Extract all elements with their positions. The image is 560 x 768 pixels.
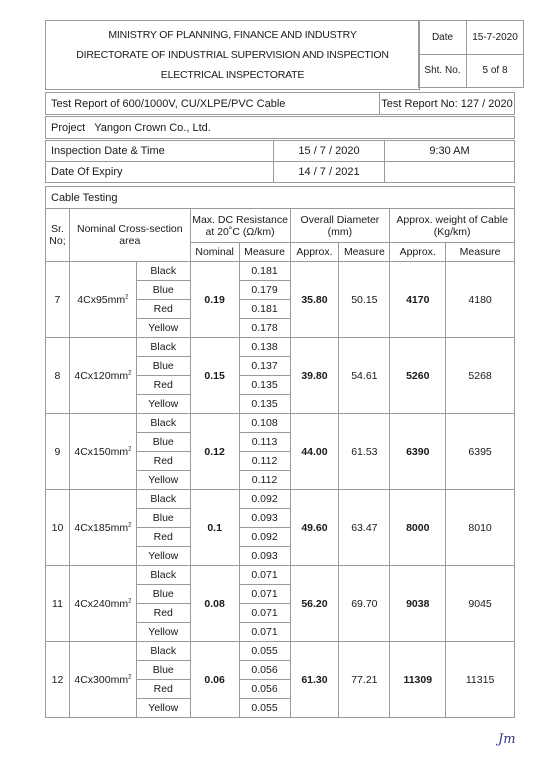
size-cell bbox=[69, 262, 136, 338]
res-measure-cell: 0.093 bbox=[239, 547, 290, 566]
expiry-date: 14 / 7 / 2021 bbox=[274, 162, 385, 183]
sheet-meta bbox=[418, 20, 524, 88]
size-cell bbox=[69, 566, 136, 642]
table-row bbox=[46, 490, 515, 509]
res-measure-cell: 0.071 bbox=[239, 566, 290, 585]
table-row bbox=[46, 642, 515, 661]
sr-cell: 11 bbox=[46, 566, 70, 642]
sr-cell: 7 bbox=[46, 262, 70, 338]
core-color-cell: Black bbox=[136, 642, 190, 661]
inspection-label: Inspection Date & Time bbox=[46, 141, 274, 162]
res-measure-cell: 0.178 bbox=[239, 319, 290, 338]
subheader-dia-measure: Measure bbox=[339, 243, 390, 262]
wt-approx-cell: 6390 bbox=[390, 414, 446, 490]
expiry-blank bbox=[385, 162, 515, 183]
section-title-row bbox=[45, 186, 515, 209]
section-title: Cable Testing bbox=[46, 187, 515, 209]
subheader-dia-approx: Approx. bbox=[290, 243, 339, 262]
res-nominal-cell: 0.19 bbox=[190, 262, 239, 338]
size-cell bbox=[69, 642, 136, 718]
dia-measure-cell: 69.70 bbox=[339, 566, 390, 642]
res-measure-cell: 0.108 bbox=[239, 414, 290, 433]
core-color-cell: Red bbox=[136, 604, 190, 623]
core-color-cell: Blue bbox=[136, 357, 190, 376]
core-color-cell: Blue bbox=[136, 433, 190, 452]
core-color-cell: Red bbox=[136, 300, 190, 319]
size-superscript: 2 bbox=[128, 370, 132, 376]
header-sr: Sr. No; bbox=[46, 209, 70, 262]
project-row bbox=[45, 116, 515, 139]
size-label: 4Cx240mm bbox=[74, 597, 129, 610]
dia-measure-cell: 77.21 bbox=[339, 642, 390, 718]
core-color-cell: Yellow bbox=[136, 699, 190, 718]
res-measure-cell: 0.093 bbox=[239, 509, 290, 528]
core-color-cell: Yellow bbox=[136, 623, 190, 642]
header-nominal-area: Nominal Cross-section area bbox=[69, 209, 190, 262]
res-measure-cell: 0.071 bbox=[239, 623, 290, 642]
size-superscript: 2 bbox=[128, 674, 132, 680]
size-label: 4Cx95mm bbox=[77, 293, 126, 306]
subheader-res-nominal: Nominal bbox=[190, 243, 239, 262]
sheet-label: Sht. No. bbox=[419, 54, 467, 88]
wt-approx-cell: 11309 bbox=[390, 642, 446, 718]
size-superscript: 2 bbox=[125, 294, 129, 300]
res-measure-cell: 0.181 bbox=[239, 300, 290, 319]
res-measure-cell: 0.135 bbox=[239, 376, 290, 395]
inspection-date: 15 / 7 / 2020 bbox=[274, 141, 385, 162]
res-nominal-cell: 0.12 bbox=[190, 414, 239, 490]
size-cell bbox=[69, 414, 136, 490]
signature: Jm bbox=[498, 732, 516, 747]
core-color-cell: Red bbox=[136, 452, 190, 471]
org-directorate: DIRECTORATE OF INDUSTRIAL SUPERVISION AND INSPECTION bbox=[76, 49, 389, 61]
size-superscript: 2 bbox=[128, 598, 132, 604]
core-color-cell: Red bbox=[136, 376, 190, 395]
core-color-cell: Black bbox=[136, 262, 190, 281]
sr-cell: 9 bbox=[46, 414, 70, 490]
res-measure-cell: 0.179 bbox=[239, 281, 290, 300]
wt-measure-cell: 8010 bbox=[446, 490, 515, 566]
wt-approx-cell: 9038 bbox=[390, 566, 446, 642]
dia-measure-cell: 54.61 bbox=[339, 338, 390, 414]
res-measure-cell: 0.092 bbox=[239, 490, 290, 509]
size-superscript: 2 bbox=[128, 522, 132, 528]
date-value: 15-7-2020 bbox=[467, 21, 524, 55]
res-measure-cell: 0.055 bbox=[239, 642, 290, 661]
header-diameter: Overall Diameter (mm) bbox=[290, 209, 390, 243]
inspection-table bbox=[45, 140, 515, 183]
report-number: Test Report No: 127 / 2020 bbox=[380, 93, 515, 115]
res-measure-cell: 0.055 bbox=[239, 699, 290, 718]
size-cell bbox=[69, 338, 136, 414]
wt-measure-cell: 5268 bbox=[446, 338, 515, 414]
size-label: 4Cx150mm bbox=[74, 445, 129, 458]
dia-approx-cell: 61.30 bbox=[290, 642, 339, 718]
core-color-cell: Yellow bbox=[136, 319, 190, 338]
report-title: Test Report of 600/1000V, CU/XLPE/PVC Cable bbox=[46, 93, 380, 115]
table-row bbox=[46, 262, 515, 281]
res-measure-cell: 0.138 bbox=[239, 338, 290, 357]
core-color-cell: Blue bbox=[136, 661, 190, 680]
organization-header bbox=[45, 20, 420, 90]
res-measure-cell: 0.181 bbox=[239, 262, 290, 281]
cable-testing-table bbox=[45, 208, 515, 718]
project-label: Project bbox=[51, 121, 86, 134]
org-inspectorate: ELECTRICAL INSPECTORATE bbox=[160, 69, 305, 81]
subheader-wt-approx: Approx. bbox=[390, 243, 446, 262]
res-measure-cell: 0.056 bbox=[239, 680, 290, 699]
wt-measure-cell: 9045 bbox=[446, 566, 515, 642]
res-measure-cell: 0.137 bbox=[239, 357, 290, 376]
subheader-res-measure: Measure bbox=[239, 243, 290, 262]
res-nominal-cell: 0.08 bbox=[190, 566, 239, 642]
date-label: Date bbox=[419, 21, 467, 55]
dia-measure-cell: 61.53 bbox=[339, 414, 390, 490]
res-nominal-cell: 0.1 bbox=[190, 490, 239, 566]
sr-cell: 10 bbox=[46, 490, 70, 566]
res-measure-cell: 0.071 bbox=[239, 585, 290, 604]
wt-approx-cell: 4170 bbox=[390, 262, 446, 338]
core-color-cell: Black bbox=[136, 566, 190, 585]
size-label: 4Cx120mm bbox=[74, 369, 129, 382]
size-superscript: 2 bbox=[128, 446, 132, 452]
wt-approx-cell: 8000 bbox=[390, 490, 446, 566]
dia-approx-cell: 39.80 bbox=[290, 338, 339, 414]
size-label: 4Cx300mm bbox=[74, 673, 129, 686]
sheet-value: 5 of 8 bbox=[467, 54, 524, 88]
res-measure-cell: 0.135 bbox=[239, 395, 290, 414]
core-color-cell: Red bbox=[136, 680, 190, 699]
project-cell bbox=[46, 117, 515, 139]
core-color-cell: Yellow bbox=[136, 547, 190, 566]
core-color-cell: Red bbox=[136, 528, 190, 547]
sr-cell: 8 bbox=[46, 338, 70, 414]
wt-measure-cell: 6395 bbox=[446, 414, 515, 490]
core-color-cell: Blue bbox=[136, 585, 190, 604]
wt-approx-cell: 5260 bbox=[390, 338, 446, 414]
core-color-cell: Black bbox=[136, 490, 190, 509]
dia-approx-cell: 44.00 bbox=[290, 414, 339, 490]
core-color-cell: Yellow bbox=[136, 471, 190, 490]
dia-measure-cell: 50.15 bbox=[339, 262, 390, 338]
core-color-cell: Blue bbox=[136, 509, 190, 528]
size-label: 4Cx185mm bbox=[74, 521, 129, 534]
header-weight: Approx. weight of Cable (Kg/km) bbox=[390, 209, 515, 243]
res-measure-cell: 0.112 bbox=[239, 452, 290, 471]
org-ministry: MINISTRY OF PLANNING, FINANCE AND INDUSTRY bbox=[108, 29, 357, 41]
wt-measure-cell: 11315 bbox=[446, 642, 515, 718]
dia-approx-cell: 56.20 bbox=[290, 566, 339, 642]
res-measure-cell: 0.071 bbox=[239, 604, 290, 623]
core-color-cell: Yellow bbox=[136, 395, 190, 414]
subheader-wt-measure: Measure bbox=[446, 243, 515, 262]
sr-cell: 12 bbox=[46, 642, 70, 718]
core-color-cell: Black bbox=[136, 414, 190, 433]
res-measure-cell: 0.056 bbox=[239, 661, 290, 680]
core-color-cell: Black bbox=[136, 338, 190, 357]
dia-approx-cell: 35.80 bbox=[290, 262, 339, 338]
expiry-label: Date Of Expiry bbox=[46, 162, 274, 183]
inspection-time: 9:30 AM bbox=[385, 141, 515, 162]
report-title-row bbox=[45, 92, 515, 115]
res-measure-cell: 0.112 bbox=[239, 471, 290, 490]
wt-measure-cell: 4180 bbox=[446, 262, 515, 338]
header-resistance: Max. DC Resistance at 20˚C (Ω/km) bbox=[190, 209, 290, 243]
res-nominal-cell: 0.06 bbox=[190, 642, 239, 718]
table-row bbox=[46, 338, 515, 357]
core-color-cell: Blue bbox=[136, 281, 190, 300]
size-cell bbox=[69, 490, 136, 566]
table-row bbox=[46, 566, 515, 585]
res-nominal-cell: 0.15 bbox=[190, 338, 239, 414]
res-measure-cell: 0.113 bbox=[239, 433, 290, 452]
project-value: Yangon Crown Co., Ltd. bbox=[94, 121, 211, 134]
table-row bbox=[46, 414, 515, 433]
res-measure-cell: 0.092 bbox=[239, 528, 290, 547]
dia-measure-cell: 63.47 bbox=[339, 490, 390, 566]
dia-approx-cell: 49.60 bbox=[290, 490, 339, 566]
